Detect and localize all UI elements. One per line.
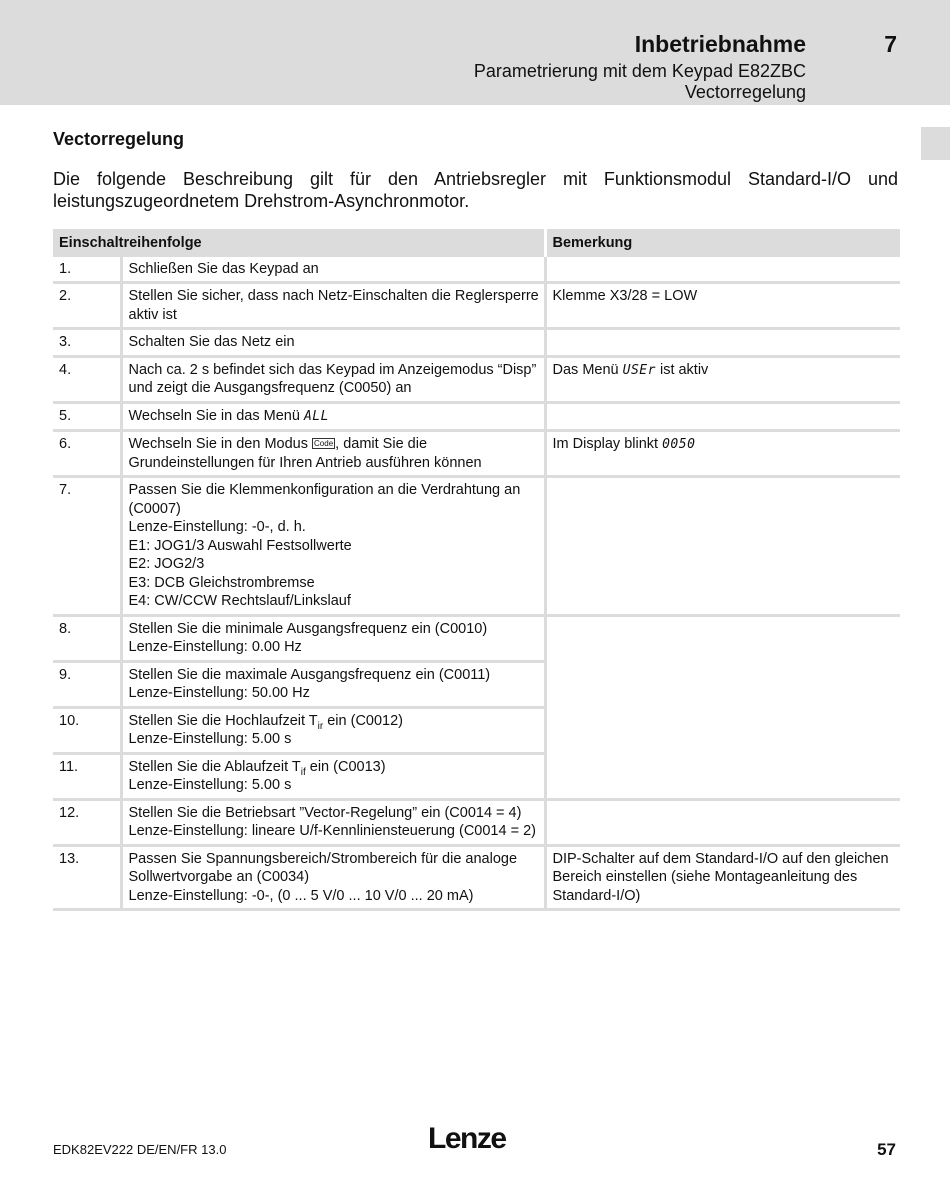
lcd-menu-user: USEr xyxy=(622,362,656,378)
step-number: 5. xyxy=(53,402,121,431)
side-thumb-tab xyxy=(921,127,950,160)
step-text: Stellen Sie die Betriebsart ”Vector-Regelung” ein (C0014 = 4) Lenze-Einstellung: lineare U/f-Kennliniensteuerung (C0014 = 2) xyxy=(121,799,545,845)
page-number: 57 xyxy=(877,1140,896,1159)
step-text: Stellen Sie die minimale Ausgangsfrequenz ein (C0010) Lenze-Einstellung: 0.00 Hz xyxy=(121,615,545,661)
commissioning-table xyxy=(53,229,900,911)
step-remark: Klemme X3/28 = LOW xyxy=(545,283,900,329)
step-number: 10. xyxy=(53,707,121,753)
step-text: Stellen Sie die maximale Ausgangsfrequenz ein (C0011) Lenze-Einstellung: 50.00 Hz xyxy=(121,661,545,707)
step-text: Wechseln Sie in das Menü ALL xyxy=(121,402,545,431)
table-row xyxy=(53,615,900,661)
step-remark xyxy=(545,799,900,845)
table-row xyxy=(53,402,900,431)
lenze-logo: Lenze xyxy=(428,1122,506,1155)
column-header-sequence: Einschaltreihenfolge xyxy=(53,229,545,257)
step-text: Nach ca. 2 s befindet sich das Keypad im Anzeigemodus “Disp” und zeigt die Ausgangsfrequenz (C0050) an xyxy=(121,356,545,402)
table-row xyxy=(53,845,900,910)
step-remark: Im Display blinkt 0050 xyxy=(545,431,900,477)
header-subtitle-2: Vectorregelung xyxy=(684,82,806,102)
step-text: Schließen Sie das Keypad an xyxy=(121,257,545,283)
table-row xyxy=(53,799,900,845)
step-remark xyxy=(545,329,900,357)
chapter-number: 7 xyxy=(884,31,897,57)
step-remark: Das Menü USEr ist aktiv xyxy=(545,356,900,402)
step-text: Passen Sie die Klemmenkonfiguration an die Verdrahtung an (C0007) Lenze-Einstellung: -0-, d. h. E1: JOG1/3 Auswahl Festsollwerte E2: JOG2/3 E3: DCB Gleichstrombremse E4: CW/CCW Rechtslauf/Linkslauf xyxy=(121,477,545,616)
step-number: 1. xyxy=(53,257,121,283)
step-number: 6. xyxy=(53,431,121,477)
step-text: Stellen Sie die Ablaufzeit $T_{if}$ ein (C0013) Lenze-Einstellung: 5.00 s xyxy=(121,753,545,799)
step-number: 2. xyxy=(53,283,121,329)
section-title: Vectorregelung xyxy=(53,129,185,149)
header-subtitle-1: Parametrierung mit dem Keypad E82ZBC xyxy=(473,61,806,81)
document-id: EDK82EV222 DE/EN/FR 13.0 xyxy=(53,1142,227,1157)
step-number: 13. xyxy=(53,845,121,910)
code-key-icon: Code xyxy=(314,439,334,448)
step-number: 4. xyxy=(53,356,121,402)
table-header-row xyxy=(53,229,900,257)
table-row xyxy=(53,283,900,329)
step-number: 9. xyxy=(53,661,121,707)
step-text: Wechseln Sie in den Modus Code , damit Sie die Grundeinstellungen für Ihren Antrieb ausführen können xyxy=(121,431,545,477)
table-row xyxy=(53,356,900,402)
step-number: 11. xyxy=(53,753,121,799)
intro-paragraph: Die folgende Beschreibung gilt für den Antriebsregler mit Funktionsmodul Standard-I/O und leistungszugeordnetem Drehstrom-Asynchronmotor. xyxy=(53,169,898,211)
page-header xyxy=(0,0,950,105)
step-text: Passen Sie Spannungsbereich/Strombereich für die analoge Sollwertvorgabe an (C0034) Lenze-Einstellung: -0-, (0 ... 5 V/0 ... 10 V/0 ... 20 mA) xyxy=(121,845,545,910)
lcd-menu-all: ALL xyxy=(303,408,329,424)
step-remark xyxy=(545,615,900,799)
lcd-code-display: 0050 xyxy=(662,437,696,452)
step-remark xyxy=(545,477,900,616)
step-remark: DIP-Schalter auf dem Standard-I/O auf den gleichen Bereich einstellen (siehe Montageanleitung des Standard-I/O) xyxy=(545,845,900,910)
step-number: 12. xyxy=(53,799,121,845)
step-text: Schalten Sie das Netz ein xyxy=(121,329,545,357)
step-text: Stellen Sie sicher, dass nach Netz-Einschalten die Reglersperre aktiv ist xyxy=(121,283,545,329)
step-number: 3. xyxy=(53,329,121,357)
table-row xyxy=(53,477,900,616)
step-remark xyxy=(545,402,900,431)
step-remark xyxy=(545,257,900,283)
chapter-title: Inbetriebnahme xyxy=(634,31,806,57)
step-number: 8. xyxy=(53,615,121,661)
table-row xyxy=(53,329,900,357)
step-number: 7. xyxy=(53,477,121,616)
table-row xyxy=(53,431,900,477)
table-row xyxy=(53,257,900,283)
column-header-remark: Bemerkung xyxy=(545,229,900,257)
step-text: Stellen Sie die Hochlaufzeit $T_{ir}$ ein (C0012) Lenze-Einstellung: 5.00 s xyxy=(121,707,545,753)
